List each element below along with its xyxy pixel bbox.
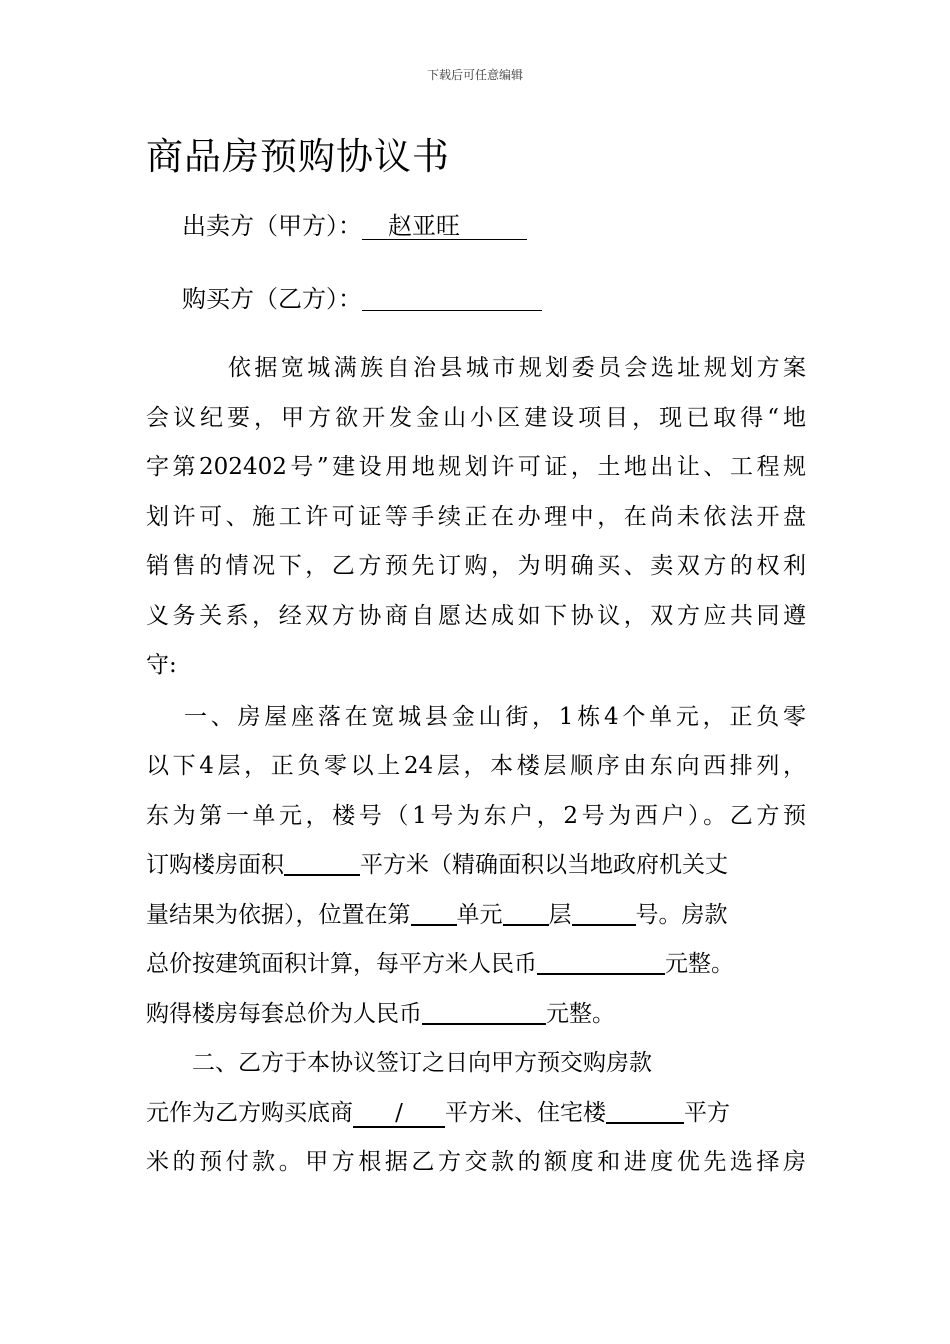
text-line: [146, 990, 806, 1040]
clause-two: [146, 1039, 806, 1188]
shop-area-blank[interactable]: /: [353, 1100, 445, 1128]
seller-line: [182, 206, 527, 241]
text-span: 平方米（精确面积以当地政府机关丈: [360, 852, 728, 878]
header-note: 下载后可任意编辑: [426, 68, 523, 82]
clause-one: [146, 693, 806, 1040]
text-span: 单元: [456, 901, 503, 928]
text-line: 二、乙方于本协议签订之日向甲方预交购房款: [192, 1050, 652, 1076]
text-line: 以下4层，正负零以上24层，本楼层顺序由东向西排列，: [146, 753, 806, 779]
text-line: 东为第一单元，楼号（1号为东户，2号为西户）。乙方预: [146, 802, 806, 829]
text-span: 元整。: [546, 1000, 615, 1027]
text-span: 号。房款: [635, 901, 728, 928]
room-number-blank[interactable]: [572, 902, 636, 926]
text-line: 字第202402号”建设用地规划许可证，土地出让、工程规: [146, 454, 806, 480]
text-line: [146, 940, 806, 990]
floor-blank[interactable]: [503, 902, 549, 926]
seller-name-field[interactable]: 赵亚旺: [362, 214, 527, 240]
total-price-blank[interactable]: [422, 1001, 546, 1025]
text-line: 销售的情况下，乙方预先订购，为明确买、卖双方的权利: [146, 553, 806, 579]
text-span: 购得楼房每套总价为人民币: [146, 1000, 422, 1027]
text-span: 元整。: [665, 951, 734, 977]
text-span: 平方米、住宅楼: [445, 1099, 606, 1126]
text-line: 一、房屋座落在宽城县金山街，1栋4个单元，正负零: [184, 703, 806, 730]
agreement-body: [146, 344, 806, 1188]
price-per-sqm-blank[interactable]: [537, 951, 665, 975]
intro-paragraph: [146, 344, 806, 691]
text-span: 订购楼房面积: [146, 852, 284, 878]
residence-area-blank[interactable]: [606, 1100, 684, 1124]
text-span: 元作为乙方购买底商: [146, 1099, 353, 1126]
buyer-label: 购买方（乙方）：: [182, 285, 362, 313]
text-span: 总价按建筑面积计算，每平方米人民币: [146, 951, 537, 977]
text-line: 守:: [146, 652, 177, 678]
buyer-name-field[interactable]: [362, 286, 542, 311]
text-line: 会议纪要，甲方欲开发金山小区建设项目，现已取得“地: [146, 404, 806, 431]
seller-label: 出卖方（甲方）：: [182, 212, 362, 240]
area-blank[interactable]: [284, 852, 360, 876]
text-span: 量结果为依据），位置在第: [146, 901, 411, 928]
document-title: 商品房预购协议书: [146, 135, 450, 178]
text-line: 划许可、施工许可证等手续正在办理中，在尚未依法开盘: [146, 503, 806, 530]
text-line: 义务关系，经双方协商自愿达成如下协议，双方应共同遵: [146, 602, 806, 629]
text-line: [146, 891, 806, 941]
unit-blank[interactable]: [411, 902, 457, 926]
text-span: 平方: [684, 1099, 730, 1126]
buyer-line: [182, 279, 542, 314]
text-span: 层: [548, 901, 572, 928]
text-line: 米的预付款。甲方根据乙方交款的额度和进度优先选择房: [146, 1149, 806, 1175]
text-line: [146, 841, 806, 891]
text-line: 依据宽城满族自治县城市规划委员会选址规划方案: [228, 355, 806, 381]
text-line: [146, 1089, 806, 1139]
